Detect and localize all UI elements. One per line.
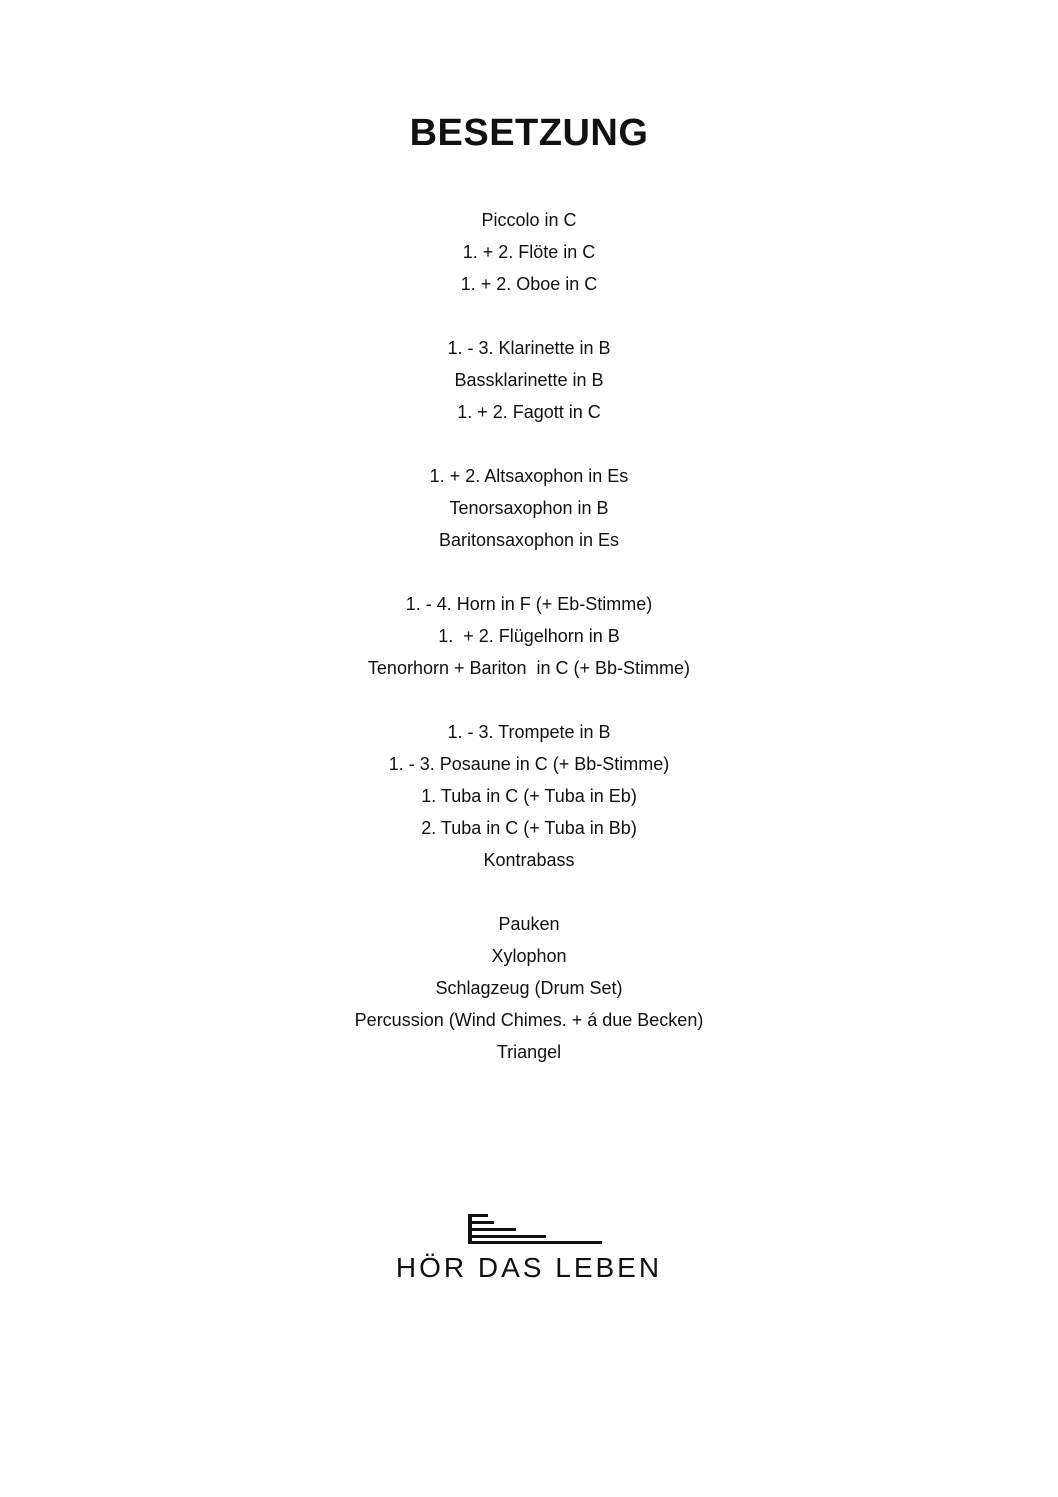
instrument-line: 1. - 3. Trompete in B: [447, 722, 611, 742]
instrument-line: Xylophon: [491, 946, 567, 966]
instrument-group-brass: [0, 716, 1058, 876]
instrument-line: Percussion (Wind Chimes. + á due Becken): [354, 1010, 704, 1030]
instrument-line: 1. + 2. Flöte in C: [462, 242, 596, 262]
instrument-line: Triangel: [496, 1042, 562, 1062]
instrument-line: Kontrabass: [483, 850, 575, 870]
brand-name: HÖR DAS LEBEN: [395, 1252, 663, 1283]
instrument-line: 1. + 2. Flügelhorn in B: [438, 626, 620, 646]
instrument-line: 1. Tuba in C (+ Tuba in Eb): [421, 786, 637, 806]
instrument-group-horns: [0, 588, 1058, 684]
instrument-line: Schlagzeug (Drum Set): [435, 978, 623, 998]
instrument-line: Tenorhorn + Bariton in C (+ Bb-Stimme): [367, 658, 691, 678]
page-title: BESETZUNG: [409, 112, 649, 154]
instrument-line: Bassklarinette in B: [454, 370, 604, 390]
instrument-line: Pauken: [498, 914, 560, 934]
instrument-line: 1. - 4. Horn in F (+ Eb-Stimme): [405, 594, 653, 614]
instrument-line: 2. Tuba in C (+ Tuba in Bb): [421, 818, 637, 838]
instrument-line: Tenorsaxophon in B: [449, 498, 609, 518]
instrument-line: 1. - 3. Klarinette in B: [447, 338, 611, 358]
instrument-line: 1. + 2. Fagott in C: [457, 402, 601, 422]
instrument-line: Baritonsaxophon in Es: [438, 530, 620, 550]
instrument-line: Piccolo in C: [481, 210, 577, 230]
instrument-line: 1. - 3. Posaune in C (+ Bb-Stimme): [388, 754, 670, 774]
instrument-group-woodwinds-high: [0, 204, 1058, 300]
instrument-line: 1. + 2. Altsaxophon in Es: [429, 466, 629, 486]
instrument-group-woodwinds-low: [0, 332, 1058, 428]
instrumentation-list: [0, 204, 1058, 1100]
staff-lines-logo-icon: [468, 1212, 602, 1246]
instrument-group-percussion: [0, 908, 1058, 1068]
instrument-group-saxophones: [0, 460, 1058, 556]
instrument-line: 1. + 2. Oboe in C: [460, 274, 598, 294]
